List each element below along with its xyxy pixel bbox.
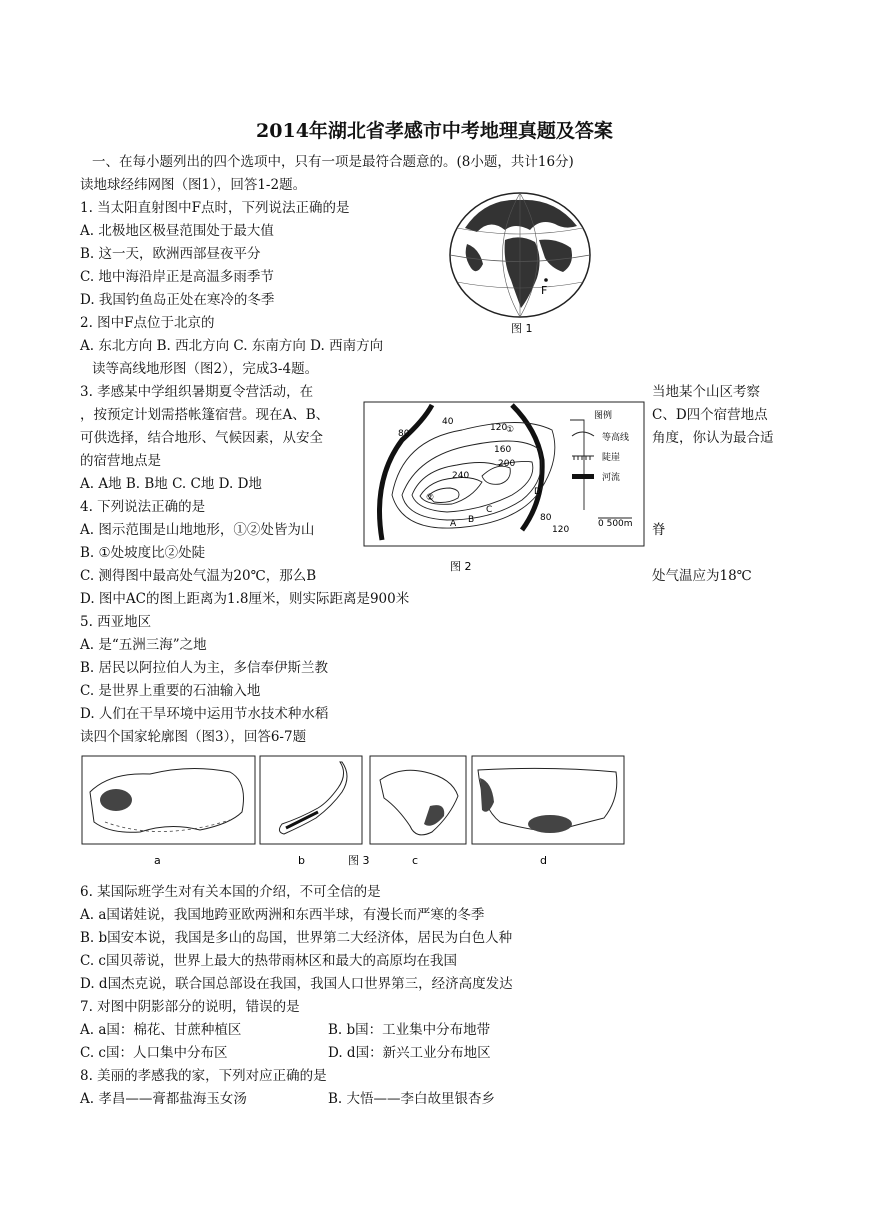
q8-option-a: A. 孝昌——膏都盐海玉女汤 [80, 1091, 247, 1107]
figure-2-contour-map [362, 400, 647, 578]
intro-fig1: 读地球经纬网图（图1），回答1-2题。 [80, 177, 307, 193]
q4-option-b: B. ①处坡度比②处陡 [80, 545, 206, 561]
scale-bar: 0 500m [598, 519, 633, 529]
q7-option-c: C. c国：人口集中分布区 [80, 1045, 228, 1061]
fig1-point-f: F [541, 284, 548, 297]
mark-1: ① [506, 425, 515, 435]
point-d: D [534, 487, 541, 497]
intro-fig2: 读等高线地形图（图2），完成3-4题。 [92, 361, 319, 377]
mark-2: ② [426, 493, 435, 503]
figure-1-globe [445, 188, 595, 336]
fig3-label-d: d [540, 854, 547, 867]
q4-option-a-end: 脊 [652, 522, 666, 538]
contour-label-120b: 120 [552, 525, 570, 535]
fig3-caption: 图 3 [348, 854, 370, 867]
q4-option-d: D. 图中AC的图上距离为1.8厘米，则实际距离是900米 [80, 591, 410, 607]
legend-cliff: 陡崖 [602, 453, 621, 463]
figure-3-country-outlines [80, 752, 628, 872]
q1-option-c: C. 地中海沿岸正是高温多雨季节 [80, 269, 274, 285]
q1-option-d: D. 我国钓鱼岛正处在寒冷的冬季 [80, 292, 275, 308]
q8-stem: 8. 美丽的孝感我的家，下列对应正确的是 [80, 1068, 327, 1084]
q6-option-a: A. a国诺娃说，我国地跨亚欧两洲和东西半球，有漫长而严寒的冬季 [80, 907, 485, 923]
q4-option-a: A. 图示范围是山地地形，①②处皆为山 [80, 522, 315, 538]
contour-label-80: 80 [398, 429, 410, 439]
q7-option-d: D. d国：新兴工业分布地区 [328, 1045, 491, 1061]
section-instruction: 一、在每小题列出的四个选项中，只有一项是最符合题意的。(8小题，共计16分) [92, 154, 574, 170]
q5-option-c: C. 是世界上重要的石油输入地 [80, 683, 261, 699]
q4-option-c: C. 测得图中最高处气温为20℃，那么B [80, 568, 317, 584]
legend-river: 河流 [602, 473, 621, 483]
q5-option-a: A. 是“五洲三海”之地 [80, 637, 207, 653]
point-b: B [468, 515, 475, 525]
contour-label-120: 120 [490, 423, 508, 433]
q2-stem: 2. 图中F点位于北京的 [80, 315, 215, 331]
contour-label-240: 240 [452, 471, 470, 481]
q6-option-d: D. d国杰克说，联合国总部设在我国，我国人口世界第三，经济高度发达 [80, 976, 513, 992]
q5-option-d: D. 人们在干旱环境中运用节水技术种水稻 [80, 706, 329, 722]
fig1-caption: 图 1 [511, 322, 533, 335]
fig3-label-c: c [412, 854, 419, 867]
page-title: 2014年湖北省孝感市中考地理真题及答案 [256, 120, 613, 142]
intro-fig3: 读四个国家轮廓图（图3），回答6-7题 [80, 729, 307, 745]
q3-line4: 的宿营地点是 [80, 453, 161, 469]
point-a: A [450, 519, 457, 529]
q7-stem: 7. 对图中阴影部分的说明，错误的是 [80, 999, 300, 1015]
q6-option-b: B. b国安本说，我国是多山的岛国，世界第二大经济体，居民为白色人种 [80, 930, 513, 946]
q6-option-c: C. c国贝蒂说，世界上最大的热带雨林区和最大的高原均在我国 [80, 953, 457, 969]
q8-option-b: B. 大悟——李白故里银杏乡 [328, 1091, 496, 1107]
fig2-caption: 图 2 [450, 560, 472, 573]
q3-line1a: 3. 孝感某中学组织暑期夏令营活动，在 [80, 384, 314, 400]
q3-line3a: 可供选择，结合地形、气候因素，从安全 [80, 430, 323, 446]
fig3-label-a: a [154, 854, 161, 867]
q2-options: A. 东北方向 B. 西北方向 C. 东南方向 D. 西南方向 [80, 338, 384, 354]
contour-label-200: 200 [498, 459, 516, 469]
q3-line1b: 当地某个山区考察 [652, 384, 760, 400]
legend-contour: 等高线 [602, 433, 630, 443]
legend-title: 图例 [594, 411, 613, 421]
contour-label-160: 160 [494, 445, 512, 455]
contour-label-80b: 80 [540, 513, 552, 523]
q7-option-b: B. b国：工业集中分布地带 [328, 1022, 491, 1038]
q7-option-a: A. a国：棉花、甘蔗种植区 [80, 1022, 242, 1038]
q6-stem: 6. 某国际班学生对有关本国的介绍，不可全信的是 [80, 884, 381, 900]
q3-line2b: C、D四个宿营地点 [652, 407, 768, 423]
q4-option-c-end: 处气温应为18℃ [652, 568, 752, 584]
q1-option-b: B. 这一天，欧洲西部昼夜平分 [80, 246, 261, 262]
q4-stem: 4. 下列说法正确的是 [80, 499, 206, 515]
contour-label-40: 40 [442, 417, 454, 427]
q1-stem: 1. 当太阳直射图中F点时，下列说法正确的是 [80, 200, 350, 216]
q3-line3b: 角度，你认为最合适 [652, 430, 774, 446]
fig3-label-b: b [298, 854, 305, 867]
q5-stem: 5. 西亚地区 [80, 614, 152, 630]
q3-line2a: ，按预定计划需搭帐篷宿营。现在A、B、 [80, 407, 330, 423]
point-c: C [486, 505, 493, 515]
q3-options: A. A地 B. B地 C. C地 D. D地 [80, 476, 262, 492]
q5-option-b: B. 居民以阿拉伯人为主，多信奉伊斯兰教 [80, 660, 329, 676]
q1-option-a: A. 北极地区极昼范围处于最大值 [80, 223, 274, 239]
